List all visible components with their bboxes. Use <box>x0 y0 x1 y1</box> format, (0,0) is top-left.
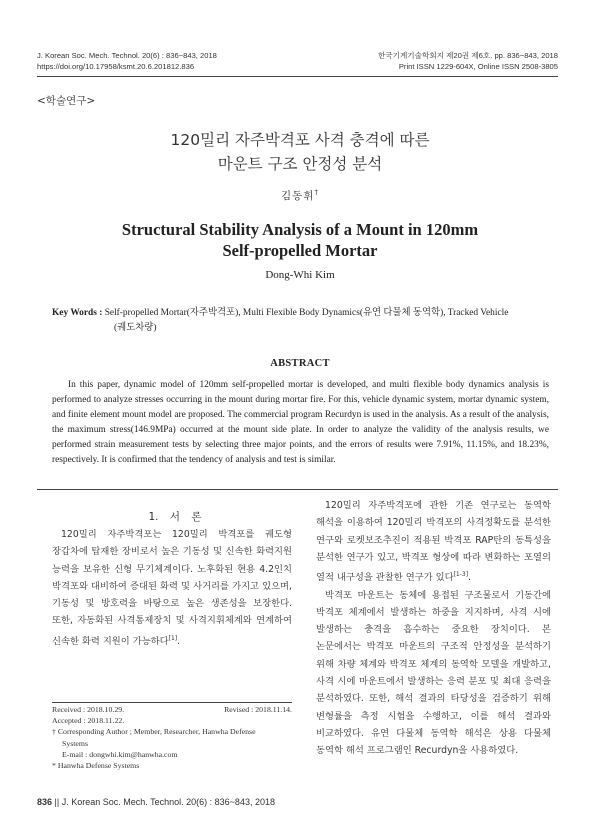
author-email[interactable]: E-mail : dongwhi.kim@hanwha.com <box>62 749 178 759</box>
journal-citation: J. Korean Soc. Mech. Technol. 20(6) : 836~843, 2018 <box>37 51 217 60</box>
citation-ref[interactable]: [1] <box>168 634 178 642</box>
footer-journal: J. Korean Soc. Mech. Technol. 20(6) : 836~843, 2018 <box>61 797 275 807</box>
journal-citation-korean: 한국기계기술학회지 제20권 제6호. pp. 836~843, 2018 <box>377 51 558 60</box>
page-number: 836 <box>37 797 53 807</box>
doi-link[interactable]: https://doi.org/10.17958/ksmt.20.6.201812.836 <box>37 62 195 71</box>
intro-paragraph-1-end: . <box>177 635 181 647</box>
running-header-left <box>37 50 217 72</box>
abstract-heading: ABSTRACT <box>270 358 330 369</box>
footnote-divider <box>52 702 292 703</box>
abstract-body: In this paper, dynamic model of 120mm self-propelled mortar is developed, and multi flexible body dynamics analysis is performed to analyze stresses occurring in the mount during mortar fire. For this, vehicle dynamic system, mortar dynamic system, and finite element mount model are proposed. The commercial program Recurdyn is used in the analysis. As a result of the analysis, the maximum stress(146.9MPa) occurred at the mount side plate. In order to analyze the validity of the analysis results, we performed strain measurement tests by selecting three major points, and the errors of results were 7.91%, 11.15%, and 18.23%, respectively. It is confirmed that the tendency of analysis and test is similar. <box>52 380 549 465</box>
received-date: Received : 2018.10.29. <box>52 705 125 714</box>
keywords-line1 <box>52 306 562 321</box>
abstract-divider <box>37 489 558 490</box>
citation-ref[interactable]: [1-3] <box>453 571 469 579</box>
intro-paragraph-1-text: 120밀리 자주박격포는 120밀리 박격포를 궤도형 장갑차에 탑재한 장비로서 높은 기동성 및 신속한 화력지원 능력을 보유한 신형 무기체계이다. 노후화된 현용 4.2인치 박격포와 대비하여 증대된 화력 및 사거리를 가지고 있으며, 기동성 및 방호력을 바탕으로 높은 생존성을 보장한다. 또한, 자동화된 사격통제장치 및 사격지휘체계와 연계하여 신속한 화력 지원이 가능하다 <box>52 529 292 647</box>
section-heading-introduction: 1. 서 론 <box>148 511 202 523</box>
korean-author-name: 김동휘 <box>281 190 315 202</box>
issn-info: Print ISSN 1229-604X, Online ISSN 2508-3805 <box>398 62 558 71</box>
keywords-line2: (궤도차량) <box>114 323 157 333</box>
running-header-right <box>378 50 558 72</box>
keywords-label: Key Words : <box>52 308 103 318</box>
body-column-left <box>52 526 292 650</box>
intro-paragraph-3: 박격포 마운트는 동체에 용접된 구조물로서 기동간에 박격포 체계에서 발생하는 하중을 지지하며, 사격 시에 발생하는 충격을 흡수하는 중요한 장치이다. 본 논문에서는 박격포 마운트의 구조적 안정성을 분석하기 위해 차량 체계와 박격포 체계의 동역학 모델을 개발하고, 사격 시에 마운트에서 발생하는 응력 분포 및 최대 응력을 분석하였다. 또한, 해석 결과의 타당성을 검증하기 위해 변형률을 측정 시험을 수행하고, 이를 해석 결과와 비교하였다. 유연 다물체 동역학 해석은 상용 다물체 동역학 해석 프로그램인 Recurdyn을 사용하였다. <box>316 589 551 757</box>
accepted-date: Accepted : 2018.11.22. <box>52 716 125 726</box>
keywords-block <box>52 306 562 336</box>
author-affiliation: * Hanwha Defense Systems <box>52 761 140 771</box>
corresponding-author-note-cont: Systems <box>62 738 88 748</box>
received-revised-row <box>52 704 292 715</box>
korean-title-line1: 120밀리 자주박격포 사격 충격에 따른 <box>170 131 430 149</box>
revised-date: Revised : 2018.11.14. <box>224 705 292 714</box>
corresponding-author-note: † Corresponding Author ; Member, Researcher, Hanwha Defense <box>52 727 256 737</box>
body-column-right <box>316 497 551 760</box>
header-divider <box>37 76 558 77</box>
intro-paragraph-2 <box>316 497 551 587</box>
footer-separator: || <box>54 797 60 807</box>
english-author: Dong-Whi Kim <box>265 269 335 281</box>
keywords-text: Self-propelled Mortar(자주박격포), Multi Flexible Body Dynamics(유연 다물체 동역학), Tracked Vehicle <box>104 308 509 318</box>
korean-title-line2: 마운트 구조 안정성 분석 <box>217 155 383 173</box>
page-footer <box>37 797 275 807</box>
korean-author <box>0 188 600 203</box>
english-title-line1: Structural Stability Analysis of a Mount in 120mm <box>121 220 479 239</box>
corresponding-author-mark: † <box>314 188 319 197</box>
footnotes-block <box>52 704 292 771</box>
intro-paragraph-2-end: . <box>468 572 472 584</box>
intro-paragraph-2-text: 120밀리 자주박격포에 관한 기존 연구로는 동역학 해석을 이용하여 120밀리 박격포의 사격정확도를 분석한 연구와 로켓보조추진이 적용된 박격포 RAP탄의 동특성을 분석한 연구가 있고, 박격포 형상에 따라 변화하는 포열의 열적 내구성을 관찰한 연구가 있다 <box>316 500 551 584</box>
article-category: <학술연구> <box>37 95 96 107</box>
english-title-line2: Self-propelled Mortar <box>222 241 378 260</box>
intro-paragraph-1 <box>52 526 292 650</box>
